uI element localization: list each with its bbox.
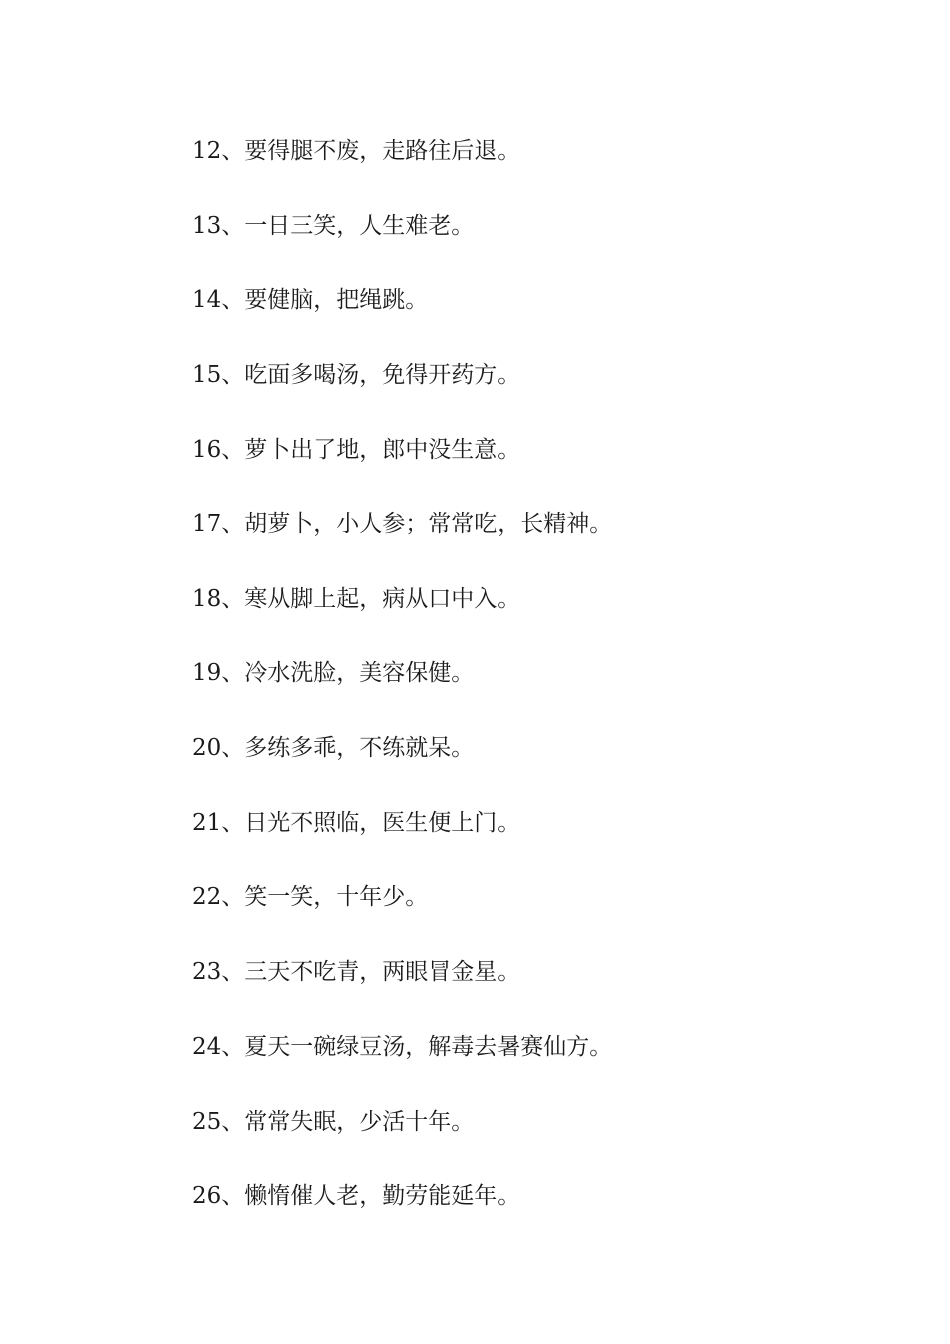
proverb-20: 20、多练多乖，不练就呆。 xyxy=(192,735,475,761)
proverb-26: 26、懒惰催人老，勤劳能延年。 xyxy=(192,1183,521,1209)
proverb-19: 19、冷水洗脸，美容保健。 xyxy=(192,660,475,686)
proverb-18: 18、寒从脚上起，病从口中入。 xyxy=(192,586,521,612)
proverb-23: 23、三天不吃青，两眼冒金星。 xyxy=(192,959,521,985)
proverb-14: 14、要健脑，把绳跳。 xyxy=(192,287,429,313)
proverb-16: 16、萝卜出了地，郎中没生意。 xyxy=(192,437,521,463)
proverb-13: 13、一日三笑，人生难老。 xyxy=(192,213,475,239)
proverb-21: 21、日光不照临，医生便上门。 xyxy=(192,810,521,836)
proverb-17: 17、胡萝卜，小人参；常常吃，长精神。 xyxy=(192,511,613,537)
proverb-15: 15、吃面多喝汤，免得开药方。 xyxy=(192,362,521,388)
proverb-22: 22、笑一笑，十年少。 xyxy=(192,884,429,910)
proverb-12: 12、要得腿不废，走路往后退。 xyxy=(192,138,521,164)
proverb-24: 24、夏天一碗绿豆汤，解毒去暑赛仙方。 xyxy=(192,1034,613,1060)
proverb-25: 25、常常失眠，少活十年。 xyxy=(192,1109,475,1135)
